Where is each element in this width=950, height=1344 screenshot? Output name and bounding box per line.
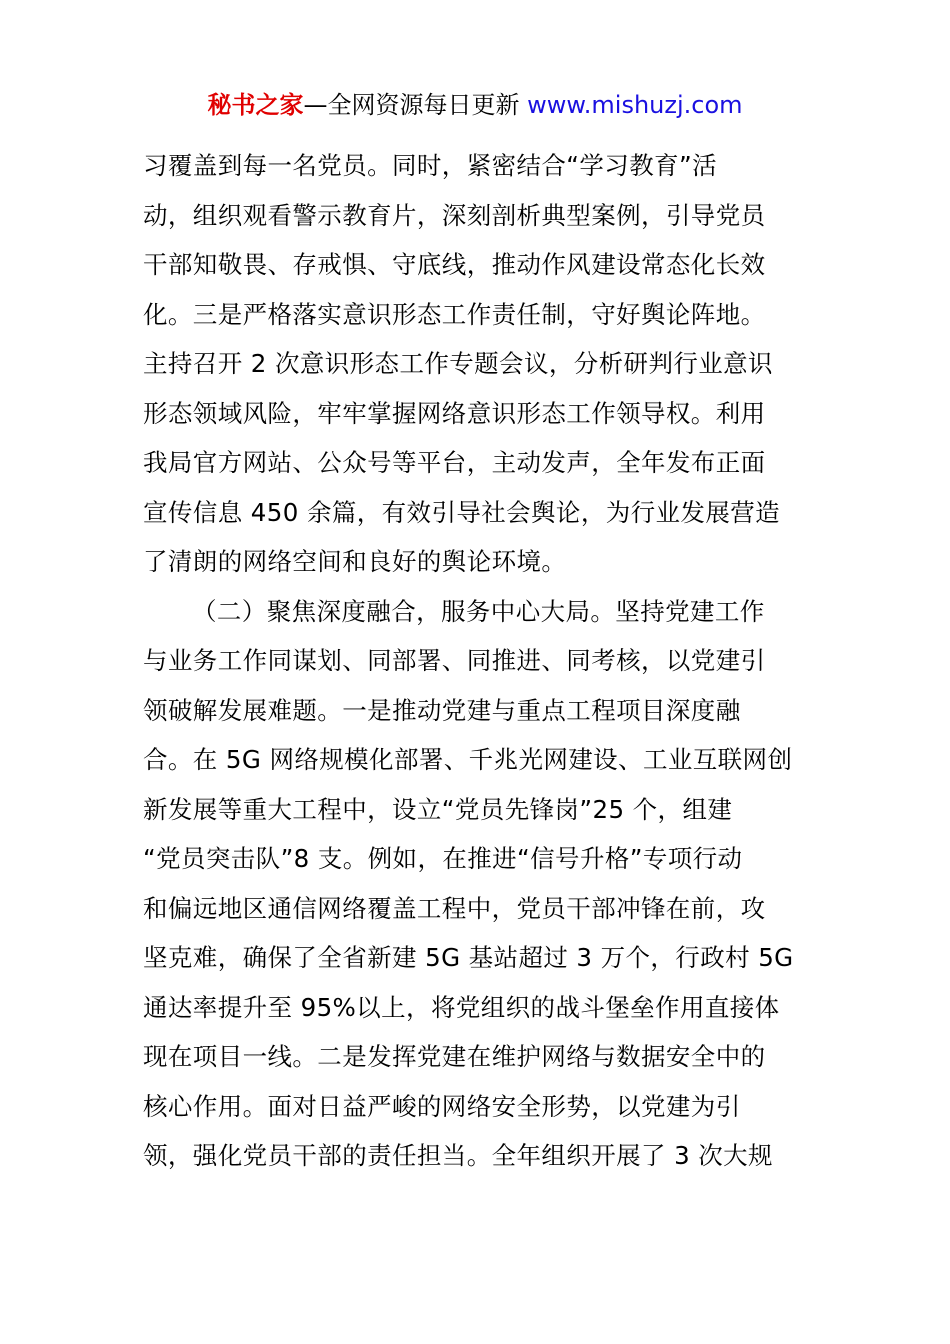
document-body <box>143 146 811 1186</box>
text-line: 合。在 5G 网络规模化部署、千兆光网建设、工业互联网创 <box>143 745 793 774</box>
text-line: 主持召开 2 次意识形态工作专题会议，分析研判行业意识 <box>143 349 773 378</box>
text-line: 通达率提升至 95%以上，将党组织的战斗堡垒作用直接体 <box>143 992 780 1022</box>
text-line: 领破解发展难题。一是推动党建与重点工程项目深度融 <box>143 695 741 725</box>
text-line: 宣传信息 450 余篇，有效引导社会舆论，为行业发展营造 <box>143 497 781 527</box>
site-url-link[interactable]: www.mishuzj.com <box>527 91 743 119</box>
text-line: 形态领域风险，牢牢掌握网络意识形态工作领导权。利用 <box>143 398 766 428</box>
text-line: 干部知敬畏、存戒惧、守底线，推动作风建设常态化长效 <box>143 250 766 279</box>
text-line: 化。三是严格落实意识形态工作责任制，守好舆论阵地。 <box>143 299 766 329</box>
header-tagline: 全网资源每日更新 <box>327 91 528 119</box>
text-line: 领，强化党员干部的责任担当。全年组织开展了 3 次大规 <box>143 1141 773 1170</box>
brand-name: 秘书之家 <box>207 91 304 119</box>
text-line: 我局官方网站、公众号等平台，主动发声，全年发布正面 <box>143 448 766 477</box>
page-header <box>0 88 950 122</box>
text-line: 动，组织观看警示教育片，深刻剖析典型案例，引导党员 <box>143 200 766 230</box>
text-line: 核心作用。面对日益严峻的网络安全形势，以党建为引 <box>143 1091 741 1121</box>
text-line: 坚克难，确保了全省新建 5G 基站超过 3 万个，行政村 5G <box>143 943 794 972</box>
header-separator: — <box>303 91 328 119</box>
text-line: 与业务工作同谋划、同部署、同推进、同考核，以党建引 <box>143 646 766 675</box>
text-line: 现在项目一线。二是发挥党建在维护网络与数据安全中的 <box>143 1042 766 1071</box>
text-line: 习覆盖到每一名党员。同时，紧密结合“学习教育”活 <box>143 151 717 180</box>
text-line: “党员突击队”8 支。例如，在推进“信号升格”专项行动 <box>143 844 743 873</box>
text-line: 了清朗的网络空间和良好的舆论环境。 <box>143 547 567 576</box>
text-line: 和偏远地区通信网络覆盖工程中，党员干部冲锋在前，攻 <box>143 893 766 923</box>
paragraph-start-line: （二）聚焦深度融合，服务中心大局。坚持党建工作 <box>192 596 765 626</box>
text-line: 新发展等重大工程中，设立“党员先锋岗”25 个，组建 <box>143 794 733 824</box>
